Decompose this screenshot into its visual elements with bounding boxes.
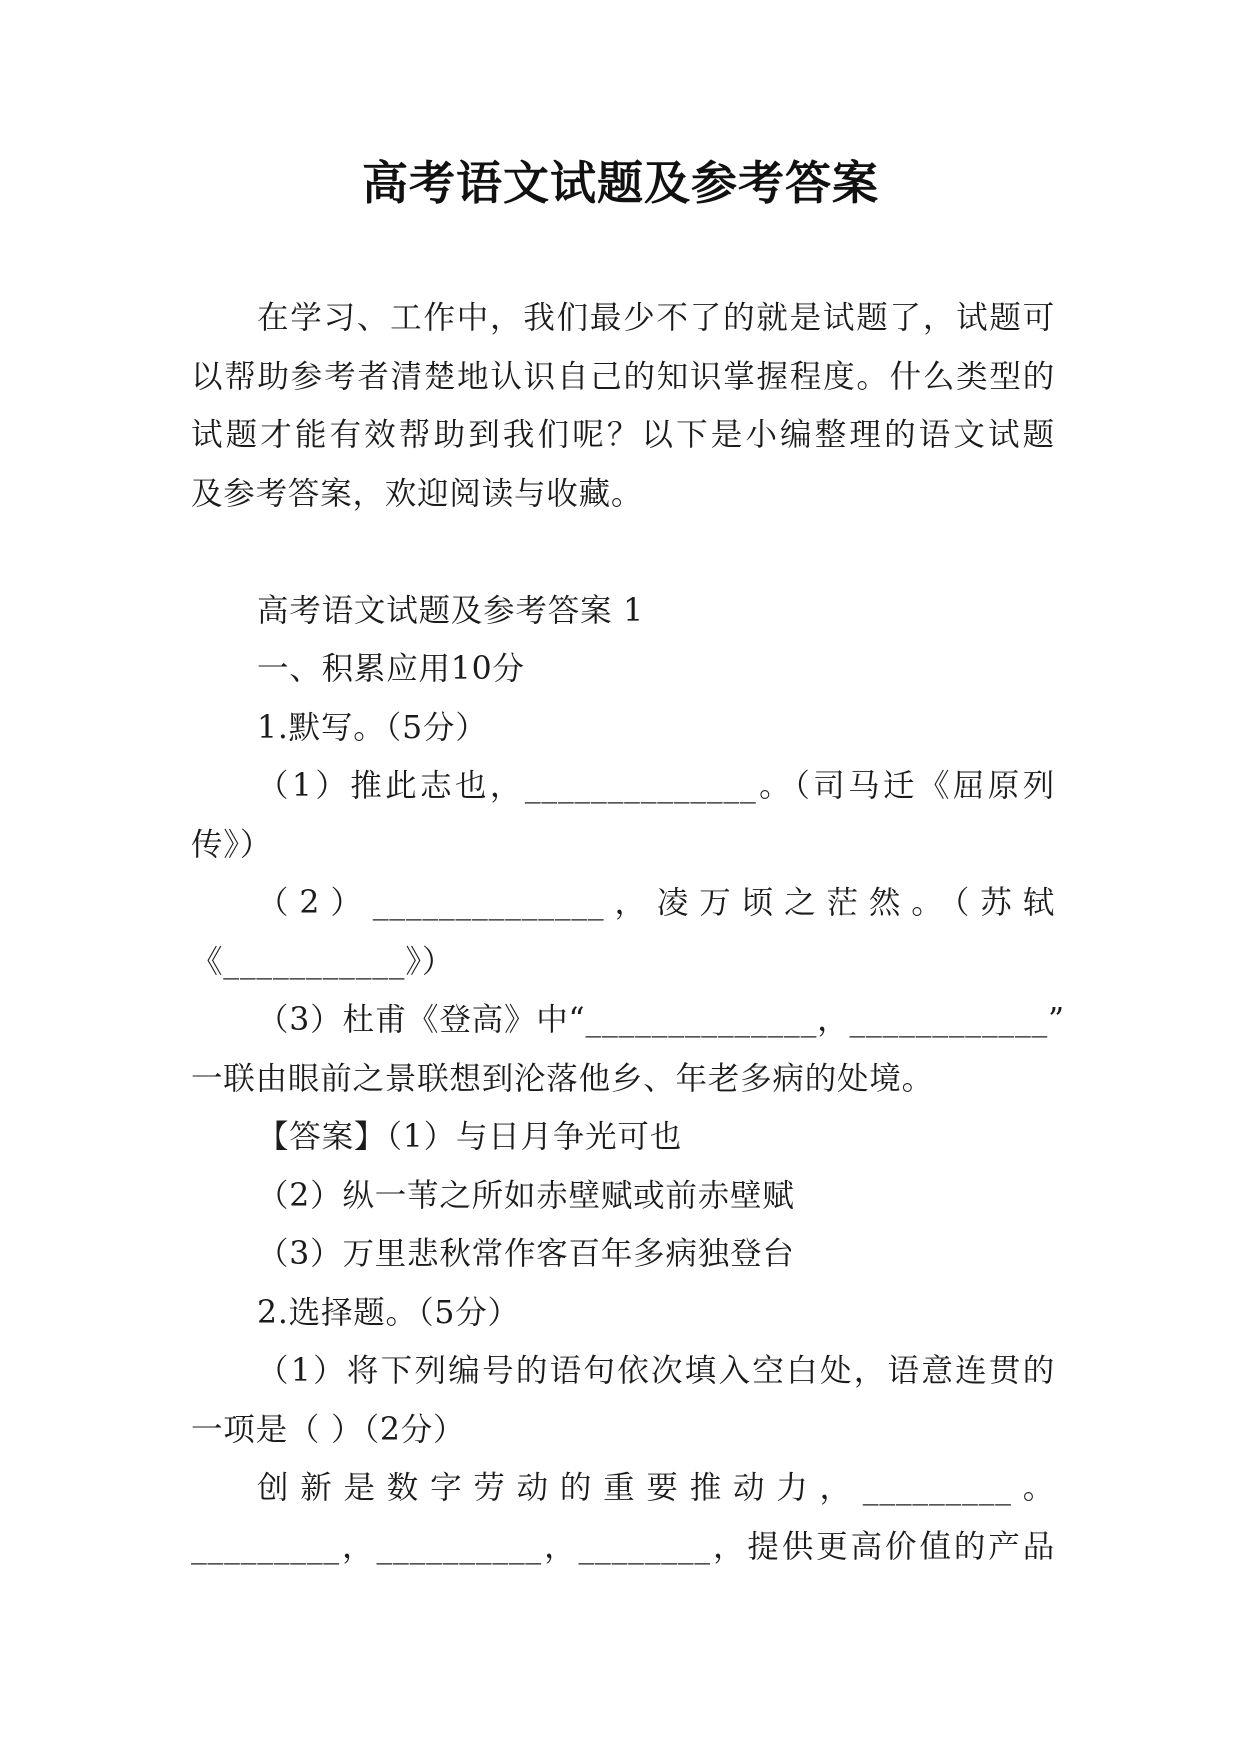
question-item-line: 传》） [191, 826, 273, 863]
section-heading: 高考语文试题及参考答案 1 [257, 592, 644, 629]
question-item [191, 1342, 1055, 1459]
question-item-line: 一项是（ ）（2分） [191, 1411, 466, 1448]
intro-line: 在学习、工作中，我们最少不了的就是试题了，试题可 [257, 300, 1055, 336]
part-heading: 一、积累应用10分 [257, 651, 525, 687]
question-item [191, 757, 1055, 874]
intro-paragraph [191, 289, 1055, 523]
question-item-line: （2）______________，凌万顷之茫然。（苏轼 [257, 885, 1055, 921]
question-item-line: （3）杜甫《登高》中“______________，____________” [257, 1002, 1065, 1038]
document-body [191, 289, 1065, 1576]
question-item [191, 874, 1055, 991]
question-item [191, 991, 1065, 1108]
question-2 [191, 1284, 1055, 1577]
intro-line: 及参考答案，欢迎阅读与收藏。 [191, 475, 644, 512]
question-heading: 1.默写。（5分） [257, 709, 488, 746]
passage-line: 创新是数字劳动的重要推动力，_________。 [257, 1470, 1055, 1506]
answer-block [191, 1108, 1055, 1284]
question-item-line: 一联由眼前之景联想到沦落他乡、年老多病的处境。 [191, 1060, 934, 1097]
question-1 [191, 699, 1065, 1284]
intro-line: 试题才能有效帮助到我们呢？以下是小编整理的语文试题 [191, 417, 1055, 453]
question-item-line: （1）将下列编号的语句依次填入空白处，语意连贯的 [257, 1353, 1055, 1389]
paragraph-spacer [191, 523, 1055, 582]
question-heading: 2.选择题。（5分） [257, 1294, 520, 1331]
passage-line: _________，__________，________，提供更高价值的产品 [191, 1528, 1055, 1565]
intro-line: 以帮助参考者清楚地认识自己的知识掌握程度。什么类型的 [191, 358, 1055, 395]
question-item-line: 《___________》） [191, 943, 455, 980]
answer-line: 【答案】（1）与日月争光可也 [257, 1119, 682, 1155]
question-item-line: （1）推此志也，______________。（司马迁《屈原列 [257, 768, 1055, 804]
question-passage [191, 1459, 1055, 1576]
answer-line: （3）万里悲秋常作客百年多病独登台 [257, 1236, 795, 1272]
answer-line: （2）纵一苇之所如赤壁赋或前赤壁赋 [257, 1177, 795, 1214]
document-title: 高考语文试题及参考答案 [362, 156, 879, 210]
